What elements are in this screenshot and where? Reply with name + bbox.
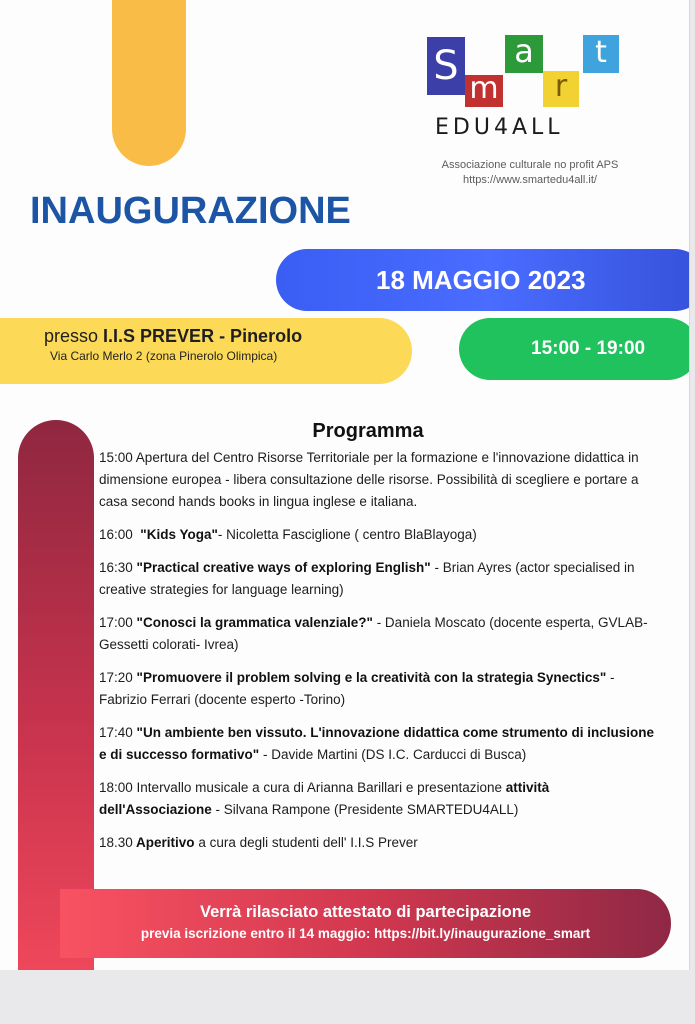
- item-text: - Daniela Moscato (docente esperta, GVLAB- Gessetti colorati- Ivrea): [99, 615, 648, 652]
- programma-item: [99, 777, 665, 821]
- programma-item: [99, 667, 665, 711]
- certificate-notice: Verrà rilasciato attestato di partecipazione: [199, 903, 532, 921]
- item-text: - Davide Martini (DS I.C. Carducci di Busca): [259, 747, 527, 762]
- logo-tile-m: m: [465, 75, 503, 107]
- item-bold: "Un ambiente ben vissuto. L'innovazione didattica come strumento di inclusione e di successo formativo": [99, 725, 654, 762]
- item-time: 18:00: [99, 780, 133, 795]
- item-text: Intervallo musicale a cura di Arianna Barillari e presentazione: [132, 780, 506, 795]
- item-time: 16:30: [99, 560, 133, 575]
- item-time: 16:00: [99, 527, 133, 542]
- programma-item: [99, 447, 665, 513]
- item-time: 18.30: [99, 835, 133, 850]
- item-bold: "Kids Yoga": [132, 527, 218, 542]
- logo-subtitle: EDU4ALL: [435, 115, 564, 140]
- item-time: 15:00: [99, 450, 133, 465]
- event-title: INAUGURAZIONE: [30, 190, 351, 232]
- logo-tile-s: S: [427, 37, 465, 95]
- item-text: a cura degli studenti dell' I.I.S Prever: [194, 835, 418, 850]
- item-time: 17:20: [99, 670, 133, 685]
- top-decoration-bar: [112, 0, 186, 166]
- logo-tile-a: a: [505, 35, 543, 73]
- programma-title: Programma: [312, 420, 424, 442]
- venue-banner: [0, 318, 412, 384]
- date-banner: [276, 249, 690, 311]
- registration-link[interactable]: previa iscrizione entro il 14 maggio: https://bit.ly/inaugurazione_smart: [140, 926, 591, 941]
- association-info: [420, 158, 640, 188]
- item-text: - Nicoletta Fasciglione ( centro BlaBlayoga): [217, 527, 477, 542]
- item-bold: attività dell'Associazione: [99, 780, 550, 817]
- event-time: 15:00 - 19:00: [531, 338, 646, 359]
- programma-item: [99, 722, 665, 766]
- registration-banner: [60, 889, 671, 958]
- item-time: 17:40: [99, 725, 133, 740]
- item-text: Apertura del Centro Risorse Territoriale per la formazione e l'innovazione didattica in dimensione europea - libera consultazione delle risorse. Possibilità di scegliere e portare a casa second hands books in lingua inglese e italiana.: [99, 450, 639, 509]
- item-text: - Brian Ayres (actor specialised in creative strategies for language learning): [99, 560, 635, 597]
- programma-item: [99, 612, 665, 656]
- venue-prefix: presso: [44, 326, 104, 346]
- item-text: - Silvana Rampone (Presidente SMARTEDU4ALL): [211, 802, 519, 817]
- programma-item: [99, 832, 665, 854]
- item-text: - Fabrizio Ferrari (docente esperto -Torino): [99, 670, 615, 707]
- venue-name: I.I.S PREVER - Pinerolo: [103, 326, 303, 346]
- association-url[interactable]: https://www.smartedu4all.it/: [463, 174, 597, 186]
- programma-side-bar: [18, 420, 94, 970]
- event-date: 18 MAGGIO 2023: [376, 264, 586, 295]
- programma-item: [99, 524, 665, 546]
- programma-list: [99, 447, 665, 865]
- venue-address: Via Carlo Merlo 2 (zona Pinerolo Olimpica): [50, 349, 278, 363]
- venue-name-line: [44, 326, 302, 347]
- logo-tile-r: r: [543, 71, 579, 107]
- item-bold: "Practical creative ways of exploring English": [132, 560, 431, 575]
- item-bold: "Conosci la grammatica valenziale?": [132, 615, 373, 630]
- item-time: 17:00: [99, 615, 133, 630]
- programma-item: [99, 557, 665, 601]
- time-banner: [459, 318, 690, 380]
- association-description: Associazione culturale no profit APS: [441, 159, 619, 171]
- item-bold: "Promuovere il problem solving e la creatività con la strategia Synectics": [132, 670, 607, 685]
- logo-tile-t: t: [583, 35, 619, 73]
- smartedu4all-logo: [425, 32, 625, 145]
- item-bold: Aperitivo: [132, 835, 195, 850]
